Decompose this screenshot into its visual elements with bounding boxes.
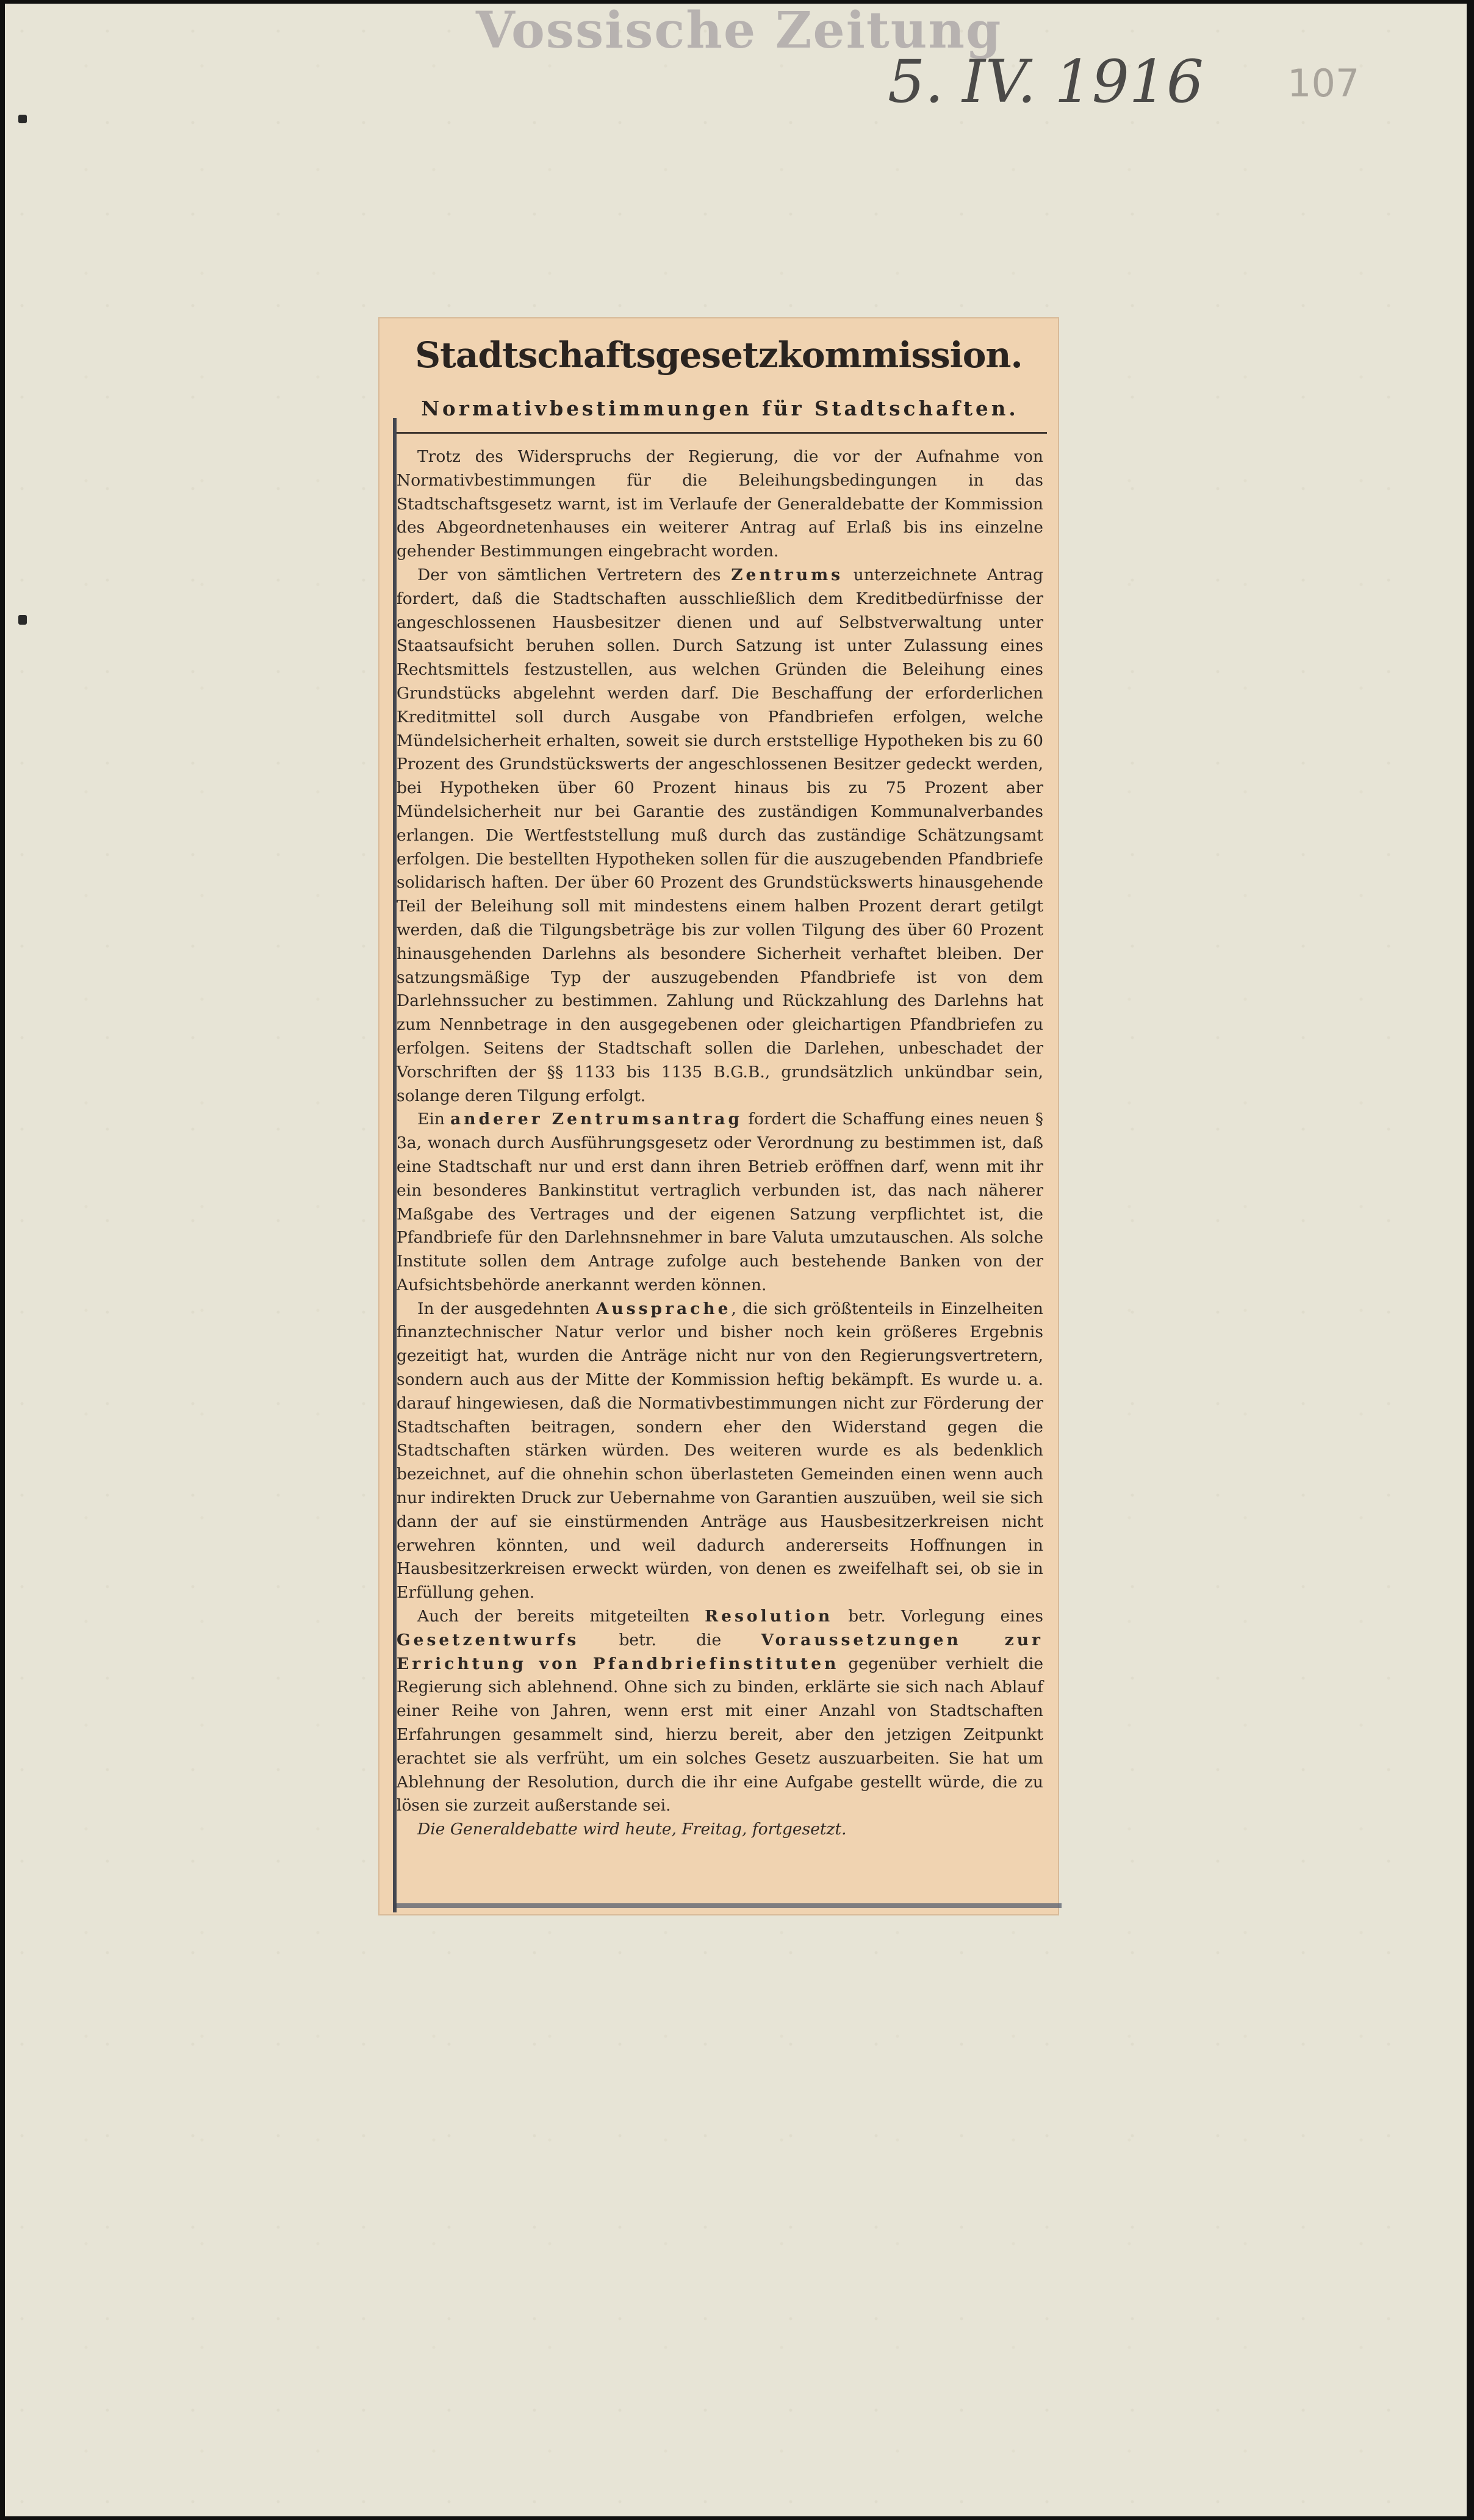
paragraph-text: Ein — [417, 1110, 451, 1129]
edge-mark — [18, 615, 27, 625]
paragraph-text: Auch der bereits mitgeteilten — [417, 1607, 705, 1626]
headline-rule — [397, 432, 1047, 434]
article-body — [397, 445, 1043, 1842]
newspaper-name-stamp: Vossische Zeitung — [476, 1, 1002, 60]
spaced-emphasis: Zentrums — [731, 565, 844, 584]
paragraph-4 — [397, 1298, 1043, 1605]
paragraph-2 — [397, 564, 1043, 1108]
paragraph-text: gegenüber verhielt die Regierung sich ablehnend. Ohne sich zu binden, erklärte sie sich nach Ablauf einer Reihe von Jahren, wenn erst mit einer Anzahl von Stadtschaften Erfahrungen gesammelt sind, hierzu bereit, aber den jetzigen Zeitpunkt erachtet sie als verfrüht, um ein solches Gesetz auszuarbeiten. Sie hat um Ablehnung der Resolution, durch die ihr eine Aufgabe gestellt würde, die zu lösen sie zurzeit außerstande sei. — [397, 1654, 1043, 1815]
paragraph-text: In der ausgedehnten — [417, 1299, 596, 1318]
pencil-page-number: 107 — [1287, 61, 1360, 106]
spaced-emphasis: anderer Zentrumsantrag — [450, 1110, 743, 1129]
paragraph-text: Die Generaldebatte wird heute, Freitag, fortgesetzt. — [417, 1820, 847, 1839]
spaced-emphasis: Aussprache — [595, 1299, 732, 1318]
spaced-emphasis: Gesetzentwurfs — [397, 1630, 580, 1649]
paragraph-3 — [397, 1108, 1043, 1297]
paragraph-text: fordert die Schaffung eines neuen § 3a, wonach durch Ausführungsgesetz oder Verordnung zu bestimmen ist, daß eine Stadtschaft nur und erst dann ihren Betrieb eröffnen darf, wenn mit ihr ein besonderes Bankinstitut vertraglich verbunden ist, das nach näherer Maßgabe des Vertrages und der eigenen Satzung verpflichtet ist, die Pfandbriefe für den Darlehnsnehmer in bare Valuta umzutauschen. Als solche Institute sollen dem Antrage zufolge auch bestehende Banken von der Aufsichtsbehörde anerkannt werden können. — [397, 1110, 1044, 1294]
clipping-bottom-edge — [397, 1903, 1062, 1908]
paragraph-1 — [397, 445, 1043, 564]
paragraph-text: betr. Vorlegung eines — [833, 1607, 1043, 1626]
paragraph-text: betr. die — [579, 1630, 761, 1649]
spaced-emphasis: Resolution — [705, 1607, 833, 1626]
paragraph-text: , die sich größtenteils in Einzelheiten finanztechnischer Natur verlor und bisher noch kein größeres Ergebnis gezeitigt hat, wurden die Anträge nicht nur von den Regierungsvertretern, sondern auch aus der Mitte der Kommission heftig bekämpft. Es wurde u. a. darauf hingewiesen, daß die Normativbestimmungen nicht zur Förderung der Stadtschaften beitragen, sondern eher den Widerstand gegen die Stadtschaften stärken würden. Des weiteren wurde es als bedenklich bezeichnet, auf die ohnehin schon überlasteten Gemeinden einen wenn auch nur indirekten Druck zur Uebernahme von Garantien auszuüben, weil sie sich dann der auf sie einstürmenden Anträge aus Hausbesitzerkreisen nicht erwehren könnten, und weil dadurch andererseits Hoffnungen in Hausbesitzerkreisen erweckt würden, von denen es zweifelhaft sei, ob sie in Erfüllung gehen. — [397, 1299, 1043, 1603]
article-headline: Stadtschaftsgesetzkommission. — [415, 334, 1023, 376]
paragraph-text: Trotz des Widerspruchs der Regierung, die vor der Aufnahme von Normativbestimmungen für die Beleihungsbedingungen in das Stadtschaftsgesetz warnt, ist im Verlaufe der Generaldebatte der Kommission des Abgeordnetenhauses ein weiterer Antrag auf Erlaß bis ins einzelne gehender Bestimmungen eingebracht worden. — [397, 447, 1043, 561]
paragraph-5 — [397, 1605, 1043, 1818]
edge-mark — [18, 115, 27, 123]
article-subheadline: Normativbestimmungen für Stadtschaften. — [421, 397, 1019, 420]
spaced-emphasis: Voraussetzungen zur Errichtung von Pfandbriefinstituten — [397, 1630, 1043, 1673]
paragraph-text: unterzeichnete Antrag fordert, daß die Stadtschaften ausschließlich dem Kreditbedürfnisse der angeschlossenen Hausbesitzer dienen und auf Selbstverwaltung unter Staatsaufsicht beruhen sollen. Durch Satzung ist unter Zulassung eines Rechtsmittels festzustellen, aus welchen Gründen die Beleihung eines Grundstücks abgelehnt werden darf. Die Beschaffung der erforderlichen Kreditmittel soll durch Ausgabe von Pfandbriefen erfolgen, welche Mündelsicherheit erhalten, soweit sie durch erststellige Hypotheken bis zu 60 Prozent des Grundstückswerts der angeschlossenen Besitzer gedeckt werden, bei Hypotheken über 60 Prozent hinaus bis zu 75 Prozent aber Mündelsicherheit nur bei Garantie des zuständigen Kommunalverbandes erlangen. Die Wertfeststellung muß durch das zuständige Schätzungsamt erfolgen. Die bestellten Hypotheken sollen für die auszugebenden Pfandbriefe solidarisch haften. Der über 60 Prozent des Grundstückswerts hinausgehende Teil der Beleihung soll mit mindestens einem halben Prozent derart getilgt werden, daß die Tilgungsbeträge bis zur vollen Tilgung des über 60 Prozent hinausgehenden Darlehns als besondere Sicherheit verhaftet bleiben. Der satzungsmäßige Typ der auszugebenden Pfandbriefe ist von dem Darlehnssucher zu bestimmen. Zahlung und Rückzahlung des Darlehns hat zum Nennbetrage in den ausgegebenen oder gleichartigen Pfandbriefen zu erfolgen. Seitens der Stadtschaft sollen die Darlehen, unbeschadet der Vorschriften der §§ 1133 bis 1135 B.G.B., grundsätzlich unkündbar sein, solange deren Tilgung erfolgt. — [397, 565, 1043, 1105]
paragraph-text: Der von sämtlichen Vertretern des — [417, 565, 732, 584]
handwritten-date: 5. IV. 1916 — [888, 48, 1204, 116]
paragraph-6 — [397, 1818, 1043, 1842]
